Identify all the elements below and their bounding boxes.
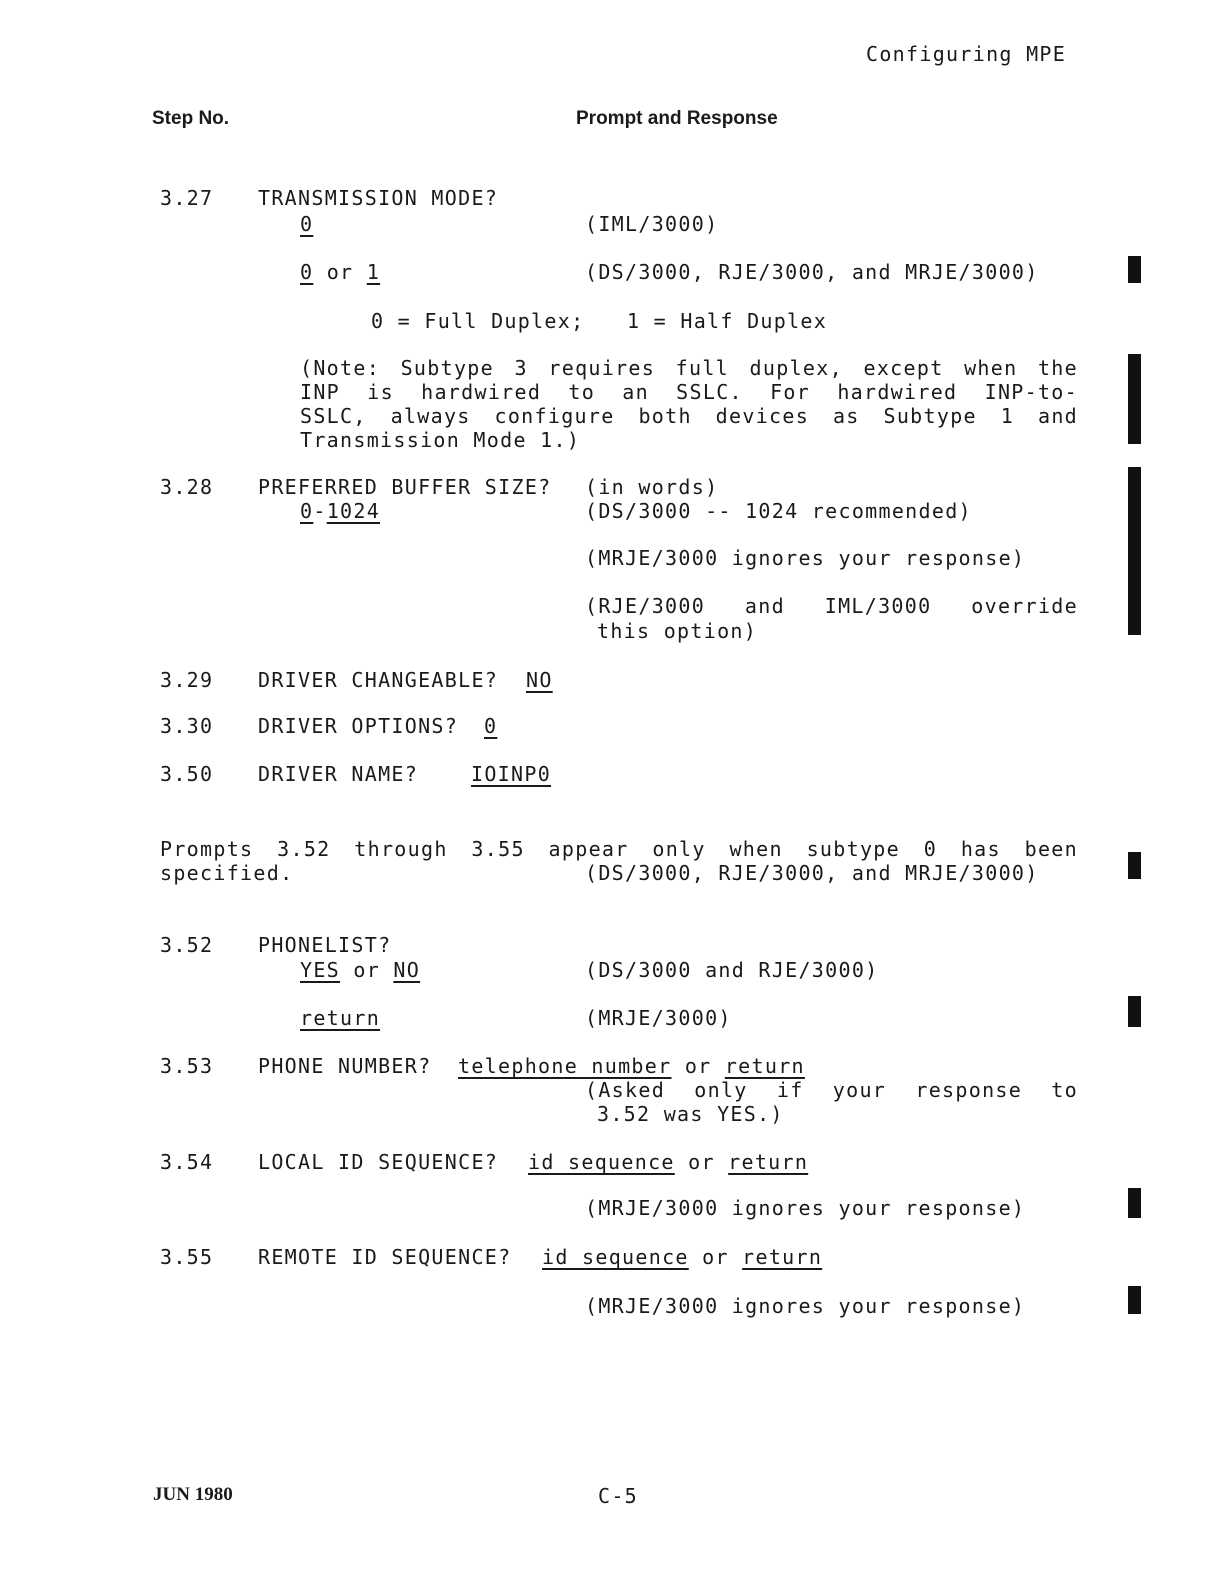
- intro-line: specified.: [160, 861, 294, 885]
- change-bar: [1128, 1188, 1141, 1218]
- step-number: 3.54: [160, 1150, 214, 1174]
- response-note: (DS/3000 and RJE/3000): [585, 958, 879, 982]
- change-bar: [1128, 256, 1141, 283]
- response-note: (MRJE/3000 ignores your response): [585, 1294, 1026, 1318]
- response-value: telephone number: [458, 1054, 672, 1078]
- note-line: Transmission Mode 1.): [300, 428, 581, 452]
- response-note: this option): [597, 619, 758, 643]
- response-note: (DS/3000, RJE/3000, and MRJE/3000): [585, 260, 1039, 284]
- step-number: 3.28: [160, 475, 214, 499]
- response-choice: [300, 260, 380, 284]
- step-number: 3.27: [160, 186, 214, 210]
- response-note: (RJE/3000 and IML/3000 override: [585, 594, 1078, 618]
- response-note: (MRJE/3000 ignores your response): [585, 546, 1026, 570]
- note-line: (Note: Subtype 3 requires full duplex, except when the: [300, 356, 1078, 380]
- legend-full-duplex: 0 = Full Duplex;: [371, 309, 585, 333]
- response-note: (Asked only if your response to: [585, 1078, 1078, 1102]
- response-choice: [528, 1150, 808, 1174]
- or-text: or: [688, 1150, 715, 1174]
- step-number: 3.29: [160, 668, 214, 692]
- prompt-text: REMOTE ID SEQUENCE?: [258, 1245, 512, 1269]
- prompt-text: TRANSMISSION MODE?: [258, 186, 499, 210]
- prompt-text: LOCAL ID SEQUENCE?: [258, 1150, 499, 1174]
- response-value: id sequence: [542, 1245, 689, 1269]
- response-value: 0: [300, 499, 314, 523]
- or-text: or: [326, 260, 354, 284]
- prompt-text: DRIVER NAME?: [258, 762, 419, 786]
- note-line: SSLC, always configure both devices as Subtype 1 and: [300, 404, 1078, 428]
- or-text: or: [684, 1054, 712, 1078]
- prompt-text: DRIVER CHANGEABLE?: [258, 668, 499, 692]
- response-note: 3.52 was YES.): [597, 1102, 784, 1126]
- step-number: 3.55: [160, 1245, 214, 1269]
- response-value: NO: [526, 668, 553, 692]
- response-value: return: [728, 1150, 809, 1174]
- change-bar: [1128, 996, 1141, 1027]
- response-choice: [300, 958, 420, 982]
- column-header-prompt: Prompt and Response: [576, 108, 778, 129]
- response-value: NO: [393, 958, 421, 982]
- prompt-text: DRIVER OPTIONS?: [258, 714, 459, 738]
- prompt-text: PREFERRED BUFFER SIZE?: [258, 475, 552, 499]
- response-choice: [458, 1054, 805, 1078]
- step-number: 3.50: [160, 762, 214, 786]
- intro-line: Prompts 3.52 through 3.55 appear only when subtype 0 has been: [160, 837, 1078, 861]
- response-value: 0: [300, 212, 314, 236]
- response-range: [300, 499, 380, 523]
- change-bar: [1128, 852, 1141, 879]
- response-value: return: [742, 1245, 823, 1269]
- or-text: or: [702, 1245, 729, 1269]
- step-number: 3.30: [160, 714, 214, 738]
- or-text: or: [353, 958, 381, 982]
- range-dash: -: [313, 499, 327, 523]
- response-value: return: [300, 1006, 381, 1030]
- response-note: (DS/3000 -- 1024 recommended): [585, 499, 972, 523]
- legend-half-duplex: 1 = Half Duplex: [627, 309, 828, 333]
- step-number: 3.52: [160, 933, 214, 957]
- footer-date: JUN 1980: [153, 1484, 233, 1505]
- change-bar: [1128, 467, 1141, 635]
- response-choice: [542, 1245, 822, 1269]
- response-value: IOINP0: [471, 762, 552, 786]
- response-value: YES: [300, 958, 341, 982]
- response-note: (IML/3000): [585, 212, 719, 236]
- response-value: return: [724, 1054, 805, 1078]
- response-note: (DS/3000, RJE/3000, and MRJE/3000): [585, 861, 1039, 885]
- prompt-unit: (in words): [585, 475, 719, 499]
- response-value: 0: [484, 714, 498, 738]
- response-note: (MRJE/3000): [585, 1006, 732, 1030]
- prompt-text: PHONE NUMBER?: [258, 1054, 432, 1078]
- column-header-step: Step No.: [152, 108, 230, 129]
- note-line: INP is hardwired to an SSLC. For hardwired INP-to-: [300, 380, 1078, 404]
- change-bar: [1128, 1286, 1141, 1314]
- response-value: 1024: [326, 499, 381, 523]
- prompt-text: PHONELIST?: [258, 933, 392, 957]
- response-value: 0: [300, 260, 314, 284]
- running-head: Configuring MPE: [866, 42, 1067, 66]
- response-value: id sequence: [528, 1150, 675, 1174]
- page-number: C-5: [598, 1484, 639, 1508]
- step-number: 3.53: [160, 1054, 214, 1078]
- change-bar: [1128, 354, 1141, 444]
- response-value: 1: [366, 260, 381, 284]
- response-note: (MRJE/3000 ignores your response): [585, 1196, 1026, 1220]
